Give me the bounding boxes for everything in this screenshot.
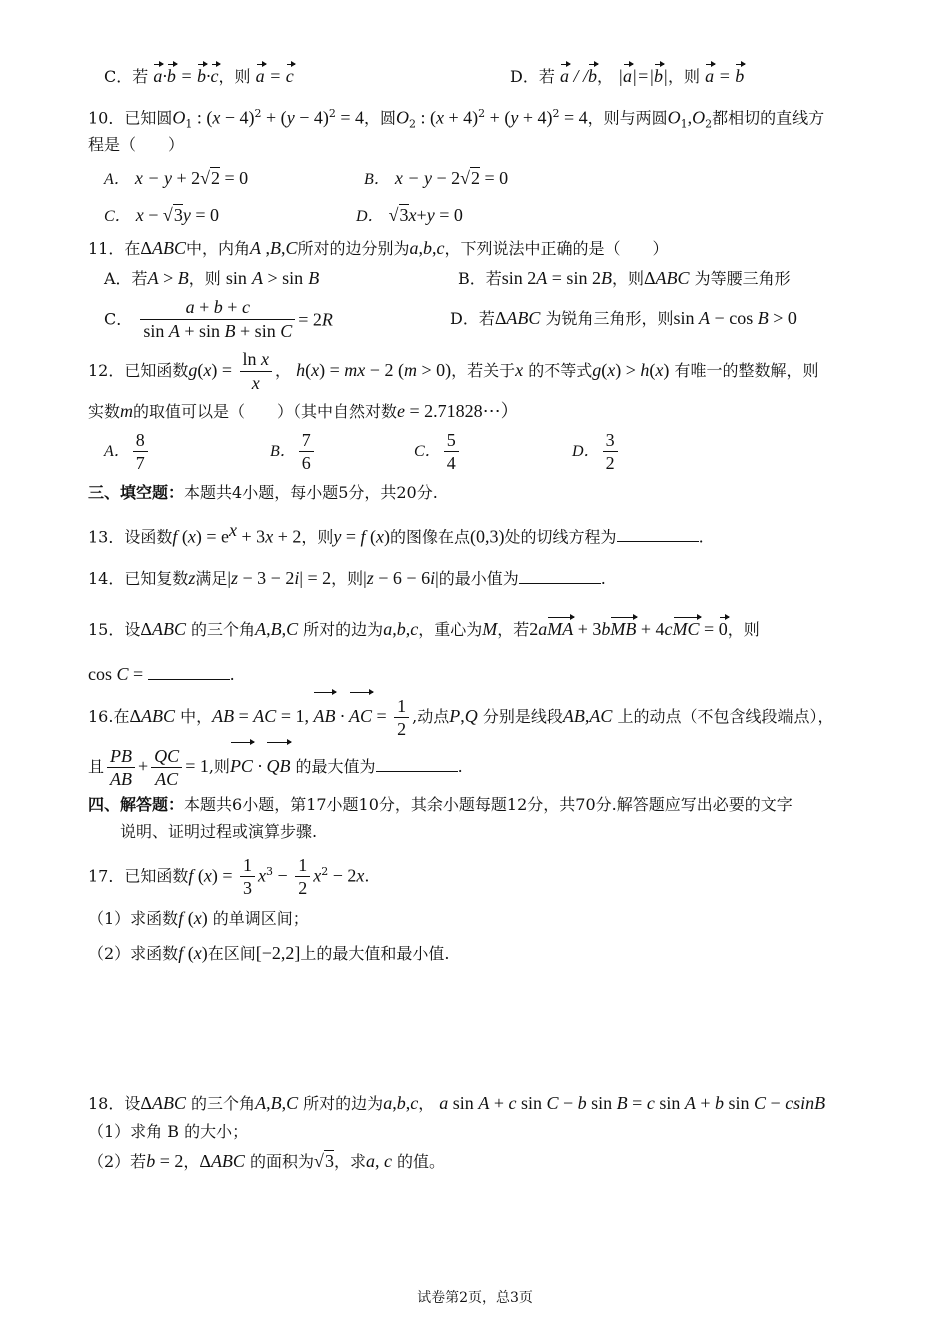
q9-option-c: C．若 a·b = b·c，则 a = c	[104, 66, 294, 86]
q16-line2: 且 $\frac{PB}{AB}$ + $\frac{QC}{AC}$ = 1,则PC · QB 的最大值为 .	[88, 746, 463, 789]
q10-stem: 10．已知圆$O_1$ : $(x - 4)^2 + (y - 4)^2 = 4$，圆$O_2$ : $(x + 4)^2 + (y + 4)^2 = 4$，则与两圆$O_1,O_2$都相切的直线方	[88, 107, 825, 131]
q9-option-d: D．若 a / /b， |a|=|b|，则 a = b	[510, 66, 745, 86]
section-3-heading: 三、填空题：本题共4小题，每小题5分，共20分.	[88, 483, 438, 502]
q10-stem-line2: 程是（ ）	[88, 135, 185, 154]
q18: 18．设ΔABC 的三个角A,B,C 所对的边为a,b,c， a sin A + c sin C − b sin B = c sin A + b sin C − csinB	[88, 1093, 826, 1113]
q17-part2: （2）求函数f (x)在区间[−2,2]上的最大值和最小值.	[88, 943, 450, 963]
q16: 16.在ΔABC 中，AB = AC = 1, AB · AC = $\frac{1}{2}$ ,动点P,Q 分别是线段AB,AC 上的动点（不包含线段端点），	[88, 696, 834, 739]
q15-answer-blank[interactable]	[148, 665, 230, 680]
q17: 17．已知函数f (x) = $\frac{1}{3}$ $x^3$ − $\frac{1}{2}$ $x^2 - 2x$.	[88, 855, 370, 899]
q11-stem: 11．在ΔABC中，内角A ,B,C所对的边分别为a,b,c，下列说法中正确的是（ ）	[88, 238, 669, 258]
q12-options: A． $\frac{8}{7}$	[104, 428, 151, 475]
q10-option-b: B． x − y − 2√2 = 0	[364, 168, 509, 188]
q12-option-b: B． $\frac{7}{6}$	[270, 428, 317, 475]
q12-stem: 12．已知函数g(x) = $\frac{\text{ln x}}{x}$ ， h(x) = mx − 2 (m > 0)，若关于x 的不等式g(x) > h(x) 有唯一的整数解，则	[88, 349, 819, 393]
q12-stem-line2: 实数m的取值可以是（ ）（其中自然对数e = 2.71828⋯）	[88, 401, 519, 421]
q11-option-d: D．若ΔABC 为锐角三角形，则sin A − cos B > 0	[450, 308, 797, 328]
q12-option-d: D． $\frac{3}{2}$	[572, 428, 621, 475]
q10-option-d: D． √3x+y = 0	[356, 205, 463, 225]
q18-part2: （2）若b = 2，ΔABC 的面积为√3，求a, c 的值。	[88, 1151, 446, 1171]
q12-option-c: C． $\frac{5}{4}$	[414, 428, 462, 475]
q13-answer-blank[interactable]	[617, 527, 699, 542]
q10-option-a: A． x − y + 2√2 = 0	[104, 168, 249, 188]
section-4-desc-line2: 说明、证明过程或演算步骤.	[120, 822, 318, 841]
q14: 14．已知复数z满足|z − 3 − 2i| = 2，则|z − 6 − 6i|的最小值为 .	[88, 568, 606, 588]
q11-option-c: C． $\frac{a + b + c}{\text{sin A + sin B + sin C}}$ = 2R	[104, 297, 333, 341]
section-4-heading: 四、解答题：本题共6小题，第17小题10分，其余小题每题12分，共70分.解答题应写出必要的文字	[88, 795, 793, 814]
q13: 13．设函数f $(x) = e^x + 3x + 2$，则y = f (x)的图像在点(0,3)处的切线方程为 .	[88, 520, 704, 547]
q15: 15．设ΔABC 的三个角A,B,C 所对的边为a,b,c，重心为M，若2aMA + 3bMB + 4cMC = 0，则	[88, 619, 760, 639]
q11-option-b: B．若sin 2A = sin 2B，则ΔABC 为等腰三角形	[458, 268, 791, 288]
q18-part1: （1）求角 B 的大小；	[88, 1122, 249, 1141]
page-footer: 试卷第2页，总3页	[417, 1290, 533, 1306]
q14-answer-blank[interactable]	[519, 569, 601, 584]
q17-part1: （1）求函数f (x) 的单调区间；	[88, 908, 309, 928]
q15-line2: cos C = .	[88, 664, 235, 684]
q16-answer-blank[interactable]	[376, 757, 458, 772]
q11-option-a: A．若A > B，则 sin A > sin B	[104, 268, 320, 288]
q10-option-c: C． x − √3y = 0	[104, 205, 219, 225]
